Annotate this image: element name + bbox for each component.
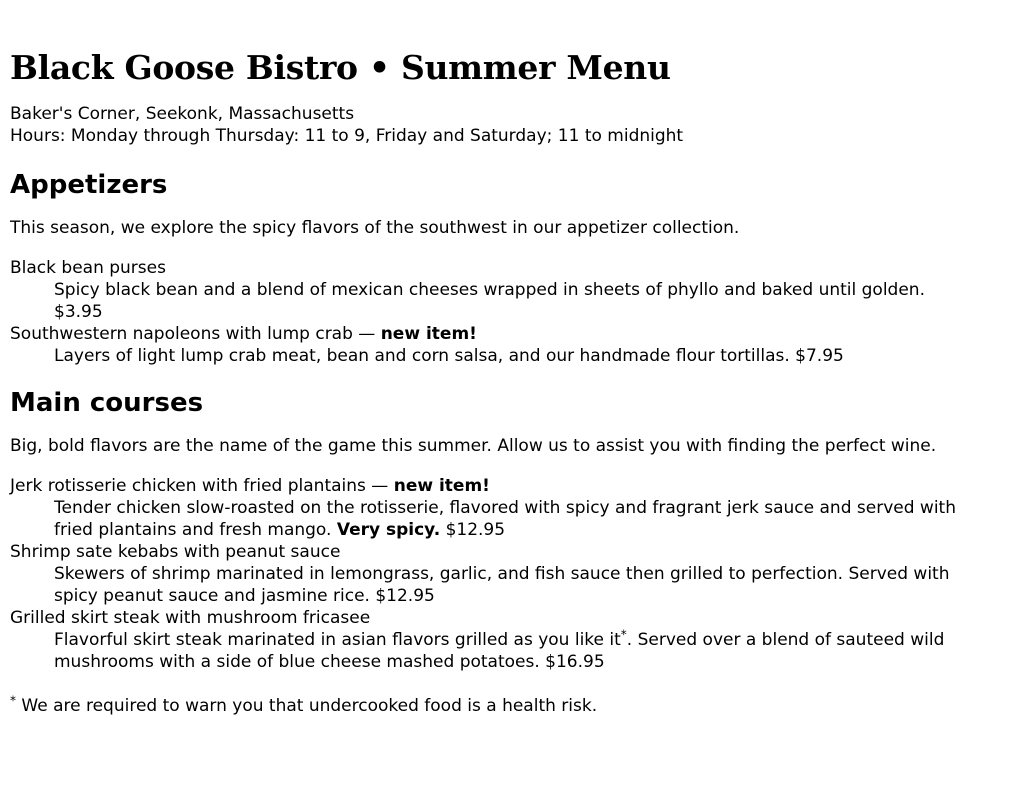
main-courses-intro: Big, bold flavors are the name of the game this summer. Allow us to assist you with finding the perfect wine. <box>10 436 937 456</box>
appetizers-list <box>10 239 1017 367</box>
new-item-badge: new item! <box>380 324 477 344</box>
menu-item-description: Spicy black bean and a blend of mexican cheeses wrapped in sheets of phyllo and baked until golden. $3.95 <box>54 280 925 322</box>
menu-item-name: Southwestern napoleons with lump crab — new item! <box>10 324 477 344</box>
menu-item-price: $12.95 <box>445 520 506 540</box>
appetizers-heading: Appetizers <box>10 170 168 200</box>
menu-item-price: $7.95 <box>795 346 844 366</box>
appetizers-intro: This season, we explore the spicy flavors of the southwest in our appetizer collection. <box>10 218 740 238</box>
menu-item-description: Layers of light lump crab meat, bean and corn salsa, and our handmade flour tortillas. $7.95 <box>54 346 844 366</box>
main-courses-list <box>10 457 1017 673</box>
menu-item-name: Shrimp sate kebabs with peanut sauce <box>10 542 341 562</box>
menu-item-price: $12.95 <box>375 586 435 606</box>
main-courses-heading: Main courses <box>10 388 204 418</box>
menu-item-description: Skewers of shrimp marinated in lemongrass, garlic, and fish sauce then grilled to perfection. Served with spicy peanut sauce and jasmine rice. $12.95 <box>54 564 950 606</box>
menu-item-name: Grilled skirt steak with mushroom fricasee <box>10 608 371 628</box>
spicy-note: Very spicy. <box>336 520 441 540</box>
menu-item-description: Flavorful skirt steak marinated in asian flavors grilled as you like it*. Served over a blend of sauteed wild mushrooms with a side of blue cheese mashed potatoes. $16.95 <box>54 627 945 672</box>
menu-item-price: $16.95 <box>545 652 605 672</box>
footnote <box>10 673 1017 717</box>
menu-item-name: Jerk rotisserie chicken with fried plantains — new item! <box>10 476 490 496</box>
menu-item-price: $3.95 <box>54 302 103 322</box>
menu-item-description: Tender chicken slow-roasted on the rotisserie, flavored with spicy and fragrant jerk sauce and served with fried plantains and fresh mango. Very spicy. $12.95 <box>54 498 956 540</box>
location-text: Baker's Corner, Seekonk, Massachusetts <box>10 104 355 124</box>
new-item-badge: new item! <box>393 476 490 496</box>
footnote-text: We are required to warn you that undercooked food is a health risk. <box>16 696 598 716</box>
hours-text: Hours: Monday through Thursday: 11 to 9, Friday and Saturday; 11 to midnight <box>10 126 684 146</box>
footnote-marker: * <box>620 627 627 642</box>
footnote-mark: * <box>10 693 16 708</box>
address-block <box>10 88 1017 147</box>
menu-item-name: Black bean purses <box>10 258 166 278</box>
page-title: Black Goose Bistro • Summer Menu <box>10 48 671 87</box>
